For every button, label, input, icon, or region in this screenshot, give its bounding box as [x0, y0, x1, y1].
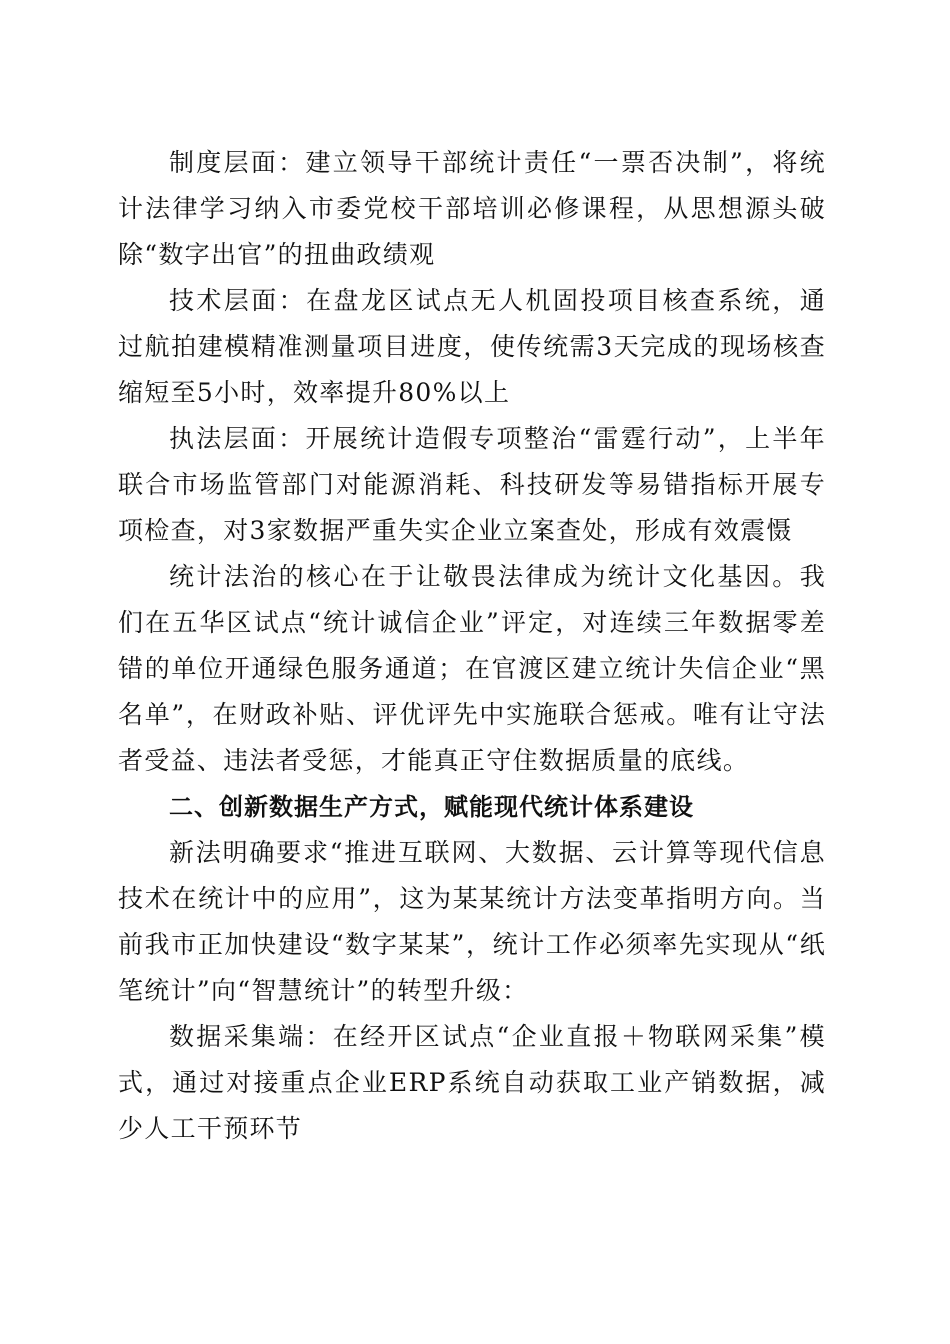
paragraph-data-collection: 数据采集端：在经开区试点“企业直报＋物联网采集”模式，通过对接重点企业ERP系统自动获取工业产销数据，减少人工干预环节: [118, 1022, 826, 1143]
paragraph-institutional-level: 制度层面：建立领导干部统计责任“一票否决制”，将统计法律学习纳入市委党校干部培训必修课程，从思想源头破除“数字出官”的扭曲政绩观: [118, 148, 826, 269]
paragraph-enforcement-level: 执法层面：开展统计造假专项整治“雷霆行动”，上半年联合市场监管部门对能源消耗、科技研发等易错指标开展专项检查，对3家数据严重失实企业立案查处，形成有效震慑: [118, 424, 826, 545]
paragraph-technical-level: 技术层面：在盘龙区试点无人机固投项目核查系统，通过航拍建模精准测量项目进度，使传统需3天完成的现场核查缩短至5小时，效率提升80%以上: [118, 286, 826, 407]
paragraph-new-law-requirement: 新法明确要求“推进互联网、大数据、云计算等现代信息技术在统计中的应用”，这为某某统计方法变革指明方向。当前我市正加快建设“数字某某”，统计工作必须率先实现从“纸笔统计”向“智慧统计”的转型升级：: [118, 838, 826, 1005]
document-body: [118, 140, 826, 1152]
section-heading: 二、创新数据生产方式，赋能现代统计体系建设: [169, 793, 694, 821]
paragraph-rule-of-law-core: 统计法治的核心在于让敬畏法律成为统计文化基因。我们在五华区试点“统计诚信企业”评定，对连续三年数据零差错的单位开通绿色服务通道；在官渡区建立统计失信企业“黑名单”，在财政补贴、评优评先中实施联合惩戒。唯有让守法者受益、违法者受惩，才能真正守住数据质量的底线。: [118, 562, 826, 775]
